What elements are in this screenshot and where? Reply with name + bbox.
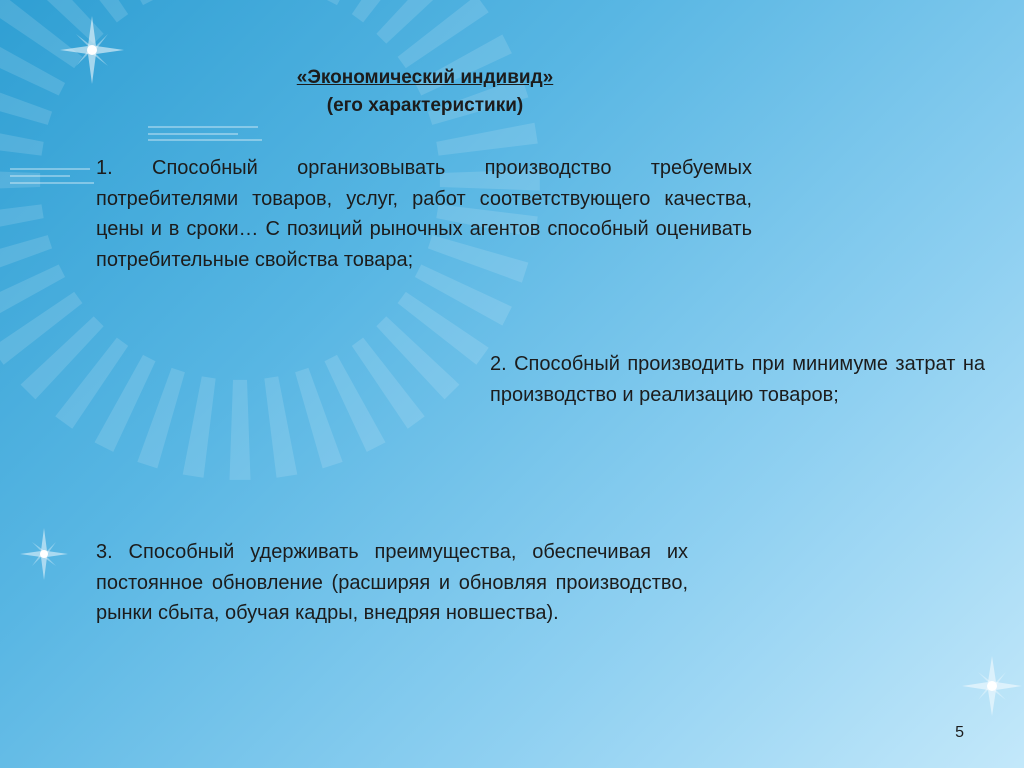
sparkle-star-icon	[20, 528, 68, 580]
sparkle-star-icon	[962, 656, 1022, 716]
point-2-text: 2. Способный производить при минимуме затрат на производство и реализацию товаров;	[490, 353, 985, 406]
point-1-text: 1. Способный организовывать производство требуемых потребителями товаров, услуг, работ соответствующего качества, цены и в сроки… С позиций рыночных агентов способный оценивать потребительные свойства товара;	[96, 157, 752, 271]
title-line-2: (его характеристики)	[326, 95, 524, 116]
title-line-1: «Экономический индивид»	[296, 67, 554, 88]
point-3-text: 3. Способный удерживать преимущества, обеспечивая их постоянное обновление (расширяя и обновляя производство, рынки сбыта, обучая кадры, внедряя новшества).	[96, 541, 688, 624]
slide-title	[180, 64, 670, 120]
page-number: 5	[955, 724, 964, 741]
sparkle-star-icon	[60, 16, 124, 84]
